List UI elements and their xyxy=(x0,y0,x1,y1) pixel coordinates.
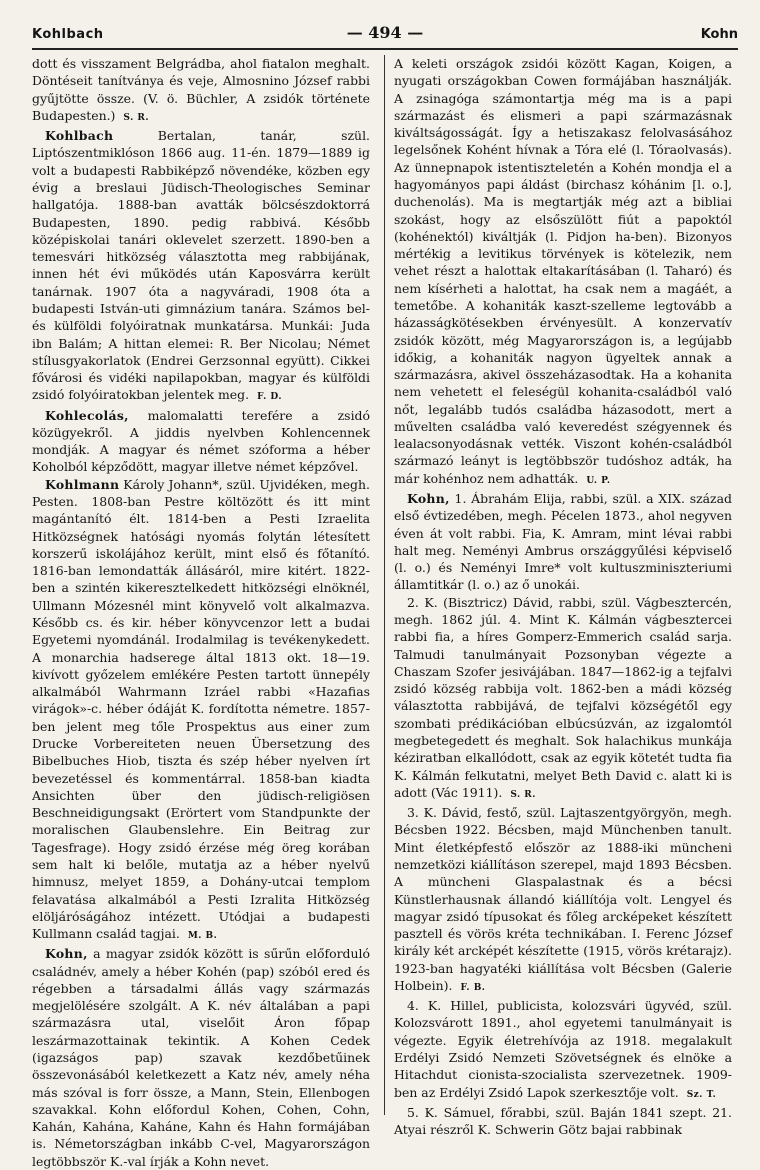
entry-paragraph xyxy=(32,127,370,407)
entry-text: 5. K. Sámuel, főrabbi, szül. Baján 1841 szept. 21. Atyai részről K. Schwerin Götz bajai rabbinak xyxy=(394,1104,732,1138)
author-signature: S. R. xyxy=(123,112,149,123)
page-header xyxy=(32,18,738,50)
entry-paragraph xyxy=(394,1104,732,1139)
entry-text: Károly Johann*, szül. Ujvidéken, megh. Pesten. 1808-ban Pestre költözött és itt mint magántanító élt. 1814-ben a Pesti Izraelita Hitközségnek hatósági nyomás folytán létesített korszerű iskolájához került, mint első és főtanító. 1816-ban lemondatták állásáról, mire kitért. 1822-ben a szintén kikeresztelkedett hitközségi elnöknél, Ullmann Mózesnél mint könyvelő volt alkalmazva. Később cs. és kir. héber könyvcenzor lett a budai Egyetemi nyomdánál. Irodalmilag is tevékenykedett. A monarchia hadserege által 1813 okt. 18—19. kivívott győzelem emlékére Pesten tartott ünnepély alkalmából Wahrmann Izráel rabbi «Hazafias virágok»-c. héber ódáját K. fordította németre. 1857-ben jelent meg tőle Prospektus aus einer zum Drucke Vorbereiteten neuen Übersetzung des Bibelbuches Hiob, tiszta és szép héber nyelven írt bevezetéssel és kommentárral. 1858-ban kiadta Ansichten über den jüdisch-religiösen Beschneidigungsakt (Erörtert vom Standpunkte der moralischen Glaubenslehre. Ein Beitrag zur Tagesfrage). Hogy zsidó érzése még öreg korában sem halt ki belőle, mutatja az a héber nyelvű himnusz, melyet 1859, a Dohány-utcai templom felavatása alkalmából a Pesti Izralita Hitközség elöljáróságához intézett. Utódjai a budapesti Kullmann család tagjai. xyxy=(32,476,370,942)
right-column xyxy=(394,55,732,1138)
entry-headword: Kohn, xyxy=(407,491,450,507)
page-number: — 494 — xyxy=(346,23,424,42)
header-right-keyword: Kohn xyxy=(700,27,738,42)
entry-text: 1. Ábrahám Elija, rabbi, szül. a XIX. század első évtizedében, megh. Pécelen 1873., ahol negyven éven át volt rabbi. Fia, K. Amram, mint lévai rabbi halt meg. Neményi Ambrus országgyűlési képviselő (l. o.) és Neményi Imre* volt kultuszminiszteriumi államtitkár (l. o.) az ő unokái. xyxy=(394,491,732,593)
entry-paragraph xyxy=(32,945,370,1170)
entry-text: A keleti országok zsidói között Kagan, Koigen, a nyugati országokban Cowen formájában használják. A zsinagóga számontartja még ma is a papi származást és elismeri a papi származásnak kiváltságosságát. Így a hetiszakasz felolvasásához legelsőnek Kohént hívnak a Tóra elé (l. Tóraolvasás). Az ünnepnapok istentiszteletén a Kohén mondja el a hagyományos papi áldást (birchasz kóhánim [l. o.], duchenolás). Ma is megtartják még azt a bibliai szokást, hogy az elsőszülött fiút a papoktól (kohénektól) kiváltják (l. Pidjon ha-ben). Bizonyos mértékig a levitikus törvények is kötelezik, nem vehet részt a halottak eltakarításában (l. Taharó) és nem kísérheti a halottat, ha csak nem a magáét, a temetőbe. A kohaniták kaszt-szelleme legtovább a házasságkötésekben érvényesült. A konzervatív zsidók között, még Magyarországon is, a legújabb időkig, a kohaniták nagyon ügyeltek annak a származásra, akivel összeházasodtak. Ha a kohanita nem vehetett el feleségül kohanita-családból való nőt, legalább tudós családba házasodott, mert a művelten családba való keveredést szégyennek és lealacsonyodásnak vették. Viszont kohén-családból származó leányt is legtöbbször tudóshoz adták, ha már kohénhoz nem adhatták. xyxy=(394,56,732,486)
entry-text: a magyar zsidók között is sűrűn előforduló családnév, amely a héber Kohén (pap) szóból ered és régebben a társadalmi állás vagy származás megjelölésére szolgált. A K. név általában a papi származásra utal, viselőit Áron főpap leszármazottainak tekintik. A Kohen Cedek (igazságos pap) szavak kezdőbetűinek összevonásából keletkezett a Katz név, amely néha más szóval is forr össze, a Mann, Stein, Ellenbogen szavakkal. Kohn előfordul Kohen, Cohen, Cohn, Kahán, Kahána, Kaháne, Kahn és Hahn formájában is. Németországban inkább C-vel, Magyarországon legtöbbször K.-val írják a Kohn nevet. xyxy=(32,946,370,1169)
entry-text: Bertalan, tanár, szül. Liptószentmiklóson 1866 aug. 11-én. 1879—1889 ig volt a budapesti Rabbiképző növendéke, közben egy évig a breslaui Jüdisch-Theologisches Seminar hallgatója. 1888-ban avatták bölcsészdoktorrá Budapesten, 1890. pedig rabbivá. Később középiskolai tanári oklevelet szerzett. 1890-ben a temesvári hitközség választotta meg rabbijának, innen hét évi működés után Kaposvárra került tanárnak. 1907 óta a nagyváradi, 1908 óta a budapesti István-uti gimnázium tanára. Számos bel- és külföldi folyóiratnak munkatársa. Munkái: Juda ibn Balám; A hittan elemei: R. Ber Nicolau; Német stílusgyakorlatok (Endrei Gerzsonnal együtt). Cikkei fővárosi és vidéki napilapokban, magyar és külföldi zsidó folyóiratokban jelentek meg. xyxy=(32,128,370,403)
author-signature: F. D. xyxy=(257,392,282,403)
entry-text: 2. K. (Bisztricz) Dávid, rabbi, szül. Vágbesztercén, megh. 1862 júl. 4. Mint K. Kálmán vágbesztercei rabbi fia, a híres Gomperz-Emmerich család sarja. Talmudi tanulmányait Pozsonyban végezte a Chaszam Szofer jesivájában. 1847—1862-ig a tejfalvi zsidó község rabbija volt. 1862-ben a mádi község választotta rabbijává, de tejfalvi községétől egy szombati prédikációban elbúcsúzván, az izgalomtól megbetegedett és meghalt. Sok halachikus munkája kéziratban elkallódott, csak az egyik kötetét tudta fia K. Kálmán felkutatni, melyet Beth David c. alatt ki is adott (Vác 1911). xyxy=(394,594,732,800)
entry-paragraph xyxy=(394,594,732,804)
entry-paragraph xyxy=(32,55,370,127)
author-signature: M. B. xyxy=(187,931,218,942)
entry-text: 4. K. Hillel, publicista, kolozsvári ügyvéd, szül. Kolozsvárott 1891., ahol egyetemi tanulmányait is végezte. Egyik életrehívója az 1918. megalakult Erdélyi Zsidó Nemzeti Szövetségnek és elnöke a Hitachdut cionista-szocialista szervezetnek. 1909-ben az Erdélyi Zsidó Lapok szerkesztője volt. xyxy=(394,998,732,1100)
left-column xyxy=(32,55,370,1170)
author-signature: U. P. xyxy=(586,475,611,486)
entry-paragraph xyxy=(394,997,732,1104)
entry-paragraph xyxy=(394,490,732,594)
entry-paragraph xyxy=(32,407,370,476)
entry-headword: Kohn, xyxy=(45,946,88,962)
entry-text: 3. K. Dávid, festő, szül. Lajtaszentgyörgyön, megh. Bécsben 1922. Bécsben, majd Münchenben tanult. Mint életképfestő először az 1888-iki müncheni nemzetközi kiállításon szerepel, majd 1893 Bécsben. A müncheni Glaspalastnak és a bécsi Künstlerhausnak állandó kiállítója volt. Lengyel és magyar zsidó típusokat és főleg arcképeket készített pasztell és vörös kréta technikában. I. Ferenc József király két arcképét készítette (1915, vörös krétarajz). 1923-ban hagyatéki kiállítása volt Bécsben (Galerie Holbein). xyxy=(394,805,732,993)
entry-text: dott és visszament Belgrádba, ahol fiatalon meghalt. Döntéseit tanítványa és veje, Almosnino József rabbi gyűjtötte össze. (V. ö. Büchler, A zsidók története Budapesten.) xyxy=(32,56,370,123)
author-signature: S. R. xyxy=(510,789,536,800)
entry-paragraph xyxy=(394,804,732,997)
entry-headword: Kohlmann xyxy=(45,476,120,492)
author-signature: Sz. T. xyxy=(686,1089,717,1100)
entry-paragraph xyxy=(32,476,370,946)
entry-text: malomalatti terefére a zsidó közügyekről. A jiddis nyelvben Kohlencennek mondják. A magyar és német szóforma a héber Koholból képződött, magyar illetve német képzővel. xyxy=(32,407,370,475)
entry-paragraph xyxy=(394,55,732,490)
entry-headword: Kohlecolás, xyxy=(45,407,129,423)
column-divider xyxy=(384,55,385,1115)
entry-headword: Kohlbach xyxy=(45,128,114,144)
header-left-keyword: Kohlbach xyxy=(32,27,104,42)
author-signature: F. B. xyxy=(460,982,486,993)
